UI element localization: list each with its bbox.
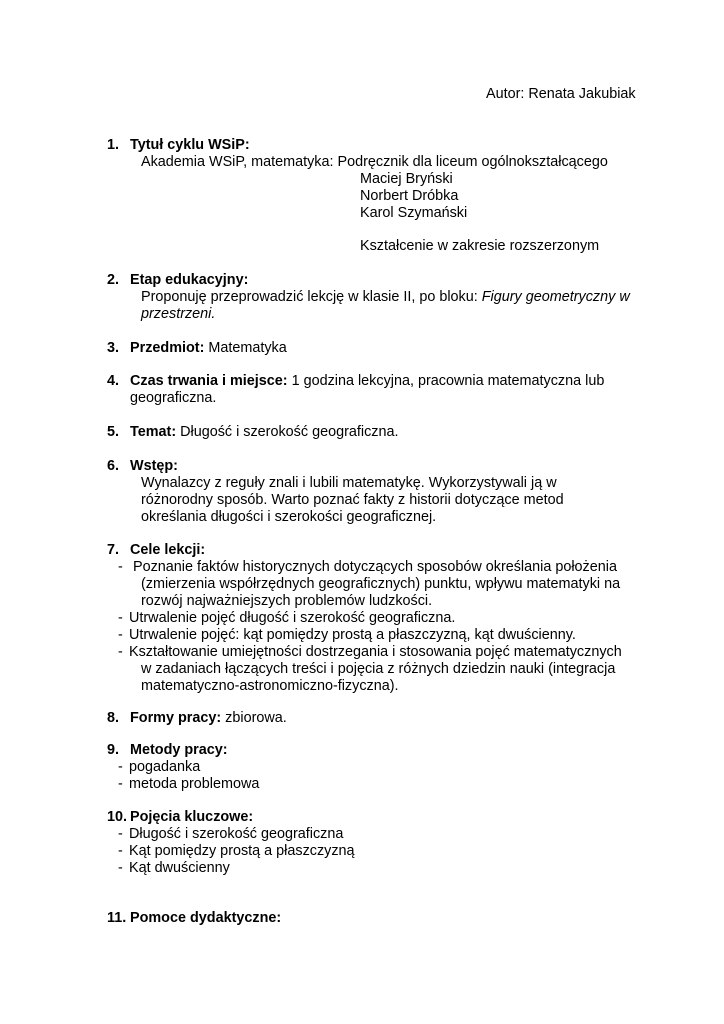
bullet-dash: - [118, 759, 123, 775]
goal-item-cont: rozwój najważniejszych problemów ludzkości. [141, 593, 433, 609]
section-4-number: 4. [107, 373, 120, 389]
section-2-plain: Proponuję przeprowadzić lekcję w klasie II, po bloku: [141, 289, 482, 305]
goal-item-cont: matematyczno-astronomiczno-fizyczna). [141, 678, 399, 694]
section-6-heading: Wstęp: [130, 458, 178, 474]
goal-item: Utrwalenie pojęć: kąt pomiędzy prostą a płaszczyzną, kąt dwuścienny. [129, 627, 576, 643]
goal-item: Kształtowanie umiejętności dostrzegania i stosowania pojęć matematycznych [129, 644, 622, 660]
section-6-text: Wynalazcy z reguły znali i lubili matematykę. Wykorzystywali ją w [141, 475, 557, 491]
section-10-number: 10. [107, 809, 128, 825]
section-4-text-cont: geograficzna. [130, 390, 217, 406]
section-4-heading: Czas trwania i miejsce: [130, 373, 288, 389]
method-item: pogadanka [129, 759, 201, 775]
section-2-italic: Figury geometryczny w [481, 289, 630, 305]
goal-item-cont: w zadaniach łączących treści i pojęcia z różnych dziedzin nauki (integracja [141, 661, 616, 677]
section-3-line [130, 340, 287, 357]
goal-item: Poznanie faktów historycznych dotyczących sposobów określania położenia [133, 559, 617, 575]
section-8-line [130, 710, 287, 727]
section-4-line [130, 373, 604, 390]
bullet-dash: - [118, 860, 123, 876]
section-1-author: Norbert Dróbka [360, 188, 459, 204]
section-1-number: 1. [107, 137, 120, 153]
section-2-text [141, 289, 630, 306]
section-7-heading: Cele lekcji: [130, 542, 206, 558]
concept-item: Kąt dwuścienny [129, 860, 230, 876]
section-5-line [130, 424, 398, 441]
section-2-heading: Etap edukacyjny: [130, 272, 249, 288]
section-9-number: 9. [107, 742, 120, 758]
section-1-note: Kształcenie w zakresie rozszerzonym [360, 238, 600, 254]
section-3-heading: Przedmiot: [130, 340, 205, 356]
bullet-dash: - [118, 627, 123, 643]
section-1-heading: Tytuł cyklu WSiP: [130, 137, 250, 153]
goal-item-cont: (zmierzenia współrzędnych geograficznych) punktu, wpływu matematyki na [141, 576, 621, 592]
section-6-text: różnorodny sposób. Warto poznać fakty z historii dotyczące metod [141, 492, 564, 508]
section-4-text: 1 godzina lekcyjna, pracownia matematyczna lub [287, 373, 605, 389]
section-10-heading: Pojęcia kluczowe: [130, 809, 254, 825]
bullet-dash: - [118, 610, 123, 626]
bullet-dash: - [118, 776, 123, 792]
section-5-text: Długość i szerokość geograficzna. [176, 424, 399, 440]
concept-item: Długość i szerokość geograficzna [129, 826, 344, 842]
section-8-heading: Formy pracy: [130, 710, 222, 726]
section-1-author: Karol Szymański [360, 205, 468, 221]
author-line: Autor: Renata Jakubiak [486, 86, 636, 102]
bullet-dash: - [118, 826, 123, 842]
section-2-italic-cont: przestrzeni. [141, 306, 216, 322]
section-6-number: 6. [107, 458, 120, 474]
section-3-number: 3. [107, 340, 120, 356]
section-1-title: Akademia WSiP, matematyka: Podręcznik dla liceum ogólnokształcącego [141, 154, 608, 170]
section-5-heading: Temat: [130, 424, 177, 440]
bullet-dash: - [118, 843, 123, 859]
bullet-dash: - [118, 644, 123, 660]
section-8-number: 8. [107, 710, 120, 726]
section-1-author: Maciej Bryński [360, 171, 453, 187]
section-11-heading: Pomoce dydaktyczne: [130, 910, 282, 926]
section-11-number: 11. [107, 910, 127, 926]
goal-item: Utrwalenie pojęć długość i szerokość geograficzna. [129, 610, 456, 626]
section-9-heading: Metody pracy: [130, 742, 228, 758]
section-5-number: 5. [107, 424, 120, 440]
section-7-number: 7. [107, 542, 120, 558]
section-3-text: Matematyka [204, 340, 287, 356]
concept-item: Kąt pomiędzy prostą a płaszczyzną [129, 843, 355, 859]
method-item: metoda problemowa [129, 776, 260, 792]
bullet-dash: - [118, 559, 123, 575]
section-2-number: 2. [107, 272, 120, 288]
section-6-text: określania długości i szerokości geograficznej. [141, 509, 437, 525]
section-8-text: zbiorowa. [221, 710, 287, 726]
